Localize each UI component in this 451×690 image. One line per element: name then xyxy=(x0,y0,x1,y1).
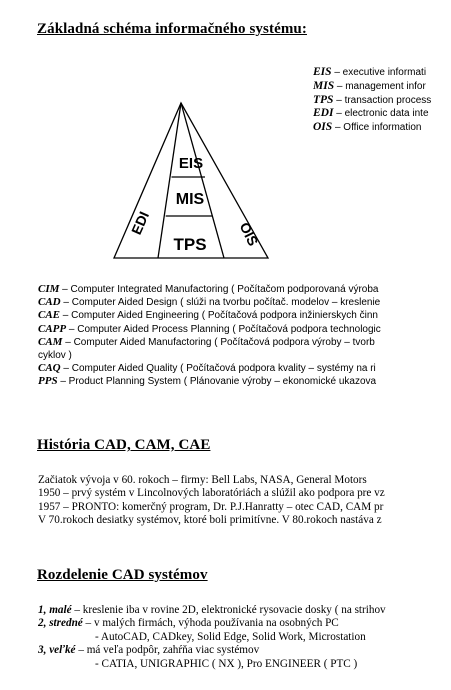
definition-cam: CAM – Computer Aided Manufactoring ( Počítačová podpora výroby – tvorb xyxy=(38,335,375,348)
pyramid-label-edi: EDI xyxy=(127,209,153,237)
abbreviation-definitions xyxy=(38,283,451,389)
legend-item-ois: OIS – Office information xyxy=(313,121,422,134)
section-heading-history: História CAD, CAM, CAE xyxy=(37,437,211,453)
legend-item-eis: EIS – executive informati xyxy=(313,66,427,78)
pyramid-label-mis: MIS xyxy=(175,191,205,208)
information-system-pyramid xyxy=(110,100,272,262)
list-item-medium-examples: - AutoCAD, CADkey, Solid Edge, Solid Work, Microstation xyxy=(95,630,366,643)
history-line: 1957 – PRONTO: komerčný program, Dr. P.J.Hanratty – otec CAD, CAM pr xyxy=(38,500,384,513)
list-item-medium-systems: 2, stredné – v malých firmách, výhoda používania na osobných PC xyxy=(38,617,339,630)
definition-cad: CAD – Computer Aided Design ( slúži na tvorbu počítač. modelov – kreslenie xyxy=(38,296,381,309)
list-item-small-systems: 1, malé – kreslenie iba v rovine 2D, elektronické rysovacie dosky ( na strihov xyxy=(38,604,386,616)
history-paragraph xyxy=(38,474,451,528)
definition-capp: CAPP – Computer Aided Process Planning ( Počítačová podpora technologic xyxy=(38,322,381,335)
pyramid-label-ois: OIS xyxy=(236,219,262,249)
list-item-large-systems: 3, veľké – má veľa podpôr, zahŕňa viac systémov xyxy=(38,644,260,657)
history-line: V 70.rokoch desiatky systémov, ktoré boli primitívne. V 80.rokoch nastáva z xyxy=(38,514,382,527)
legend-item-mis: MIS – management infor xyxy=(313,79,426,92)
pyramid-label-eis: EIS xyxy=(178,155,204,172)
definition-cae: CAE – Computer Aided Engineering ( Počítačová podpora inžinierskych činn xyxy=(38,309,378,322)
definition-cim: CIM – Computer Integrated Manufactoring ( Počítačom podporovaná výroba xyxy=(38,283,379,295)
cad-division-list xyxy=(38,604,451,671)
list-item-large-examples: - CATIA, UNIGRAPHIC ( NX ), Pro ENGINEER ( PTC ) xyxy=(95,657,358,670)
definition-pps: PPS – Product Planning System ( Plánovanie výroby – ekonomické ukazova xyxy=(38,375,377,388)
pyramid-label-tps: TPS xyxy=(173,235,207,254)
legend-item-edi: EDI – electronic data inte xyxy=(313,107,429,120)
history-line: 1950 – prvý systém v Lincolnových laboratóriách a slúžil ako podpora pre vz xyxy=(38,487,385,500)
history-line: Začiatok vývoja v 60. rokoch – firmy: Bell Labs, NASA, General Motors xyxy=(38,474,367,486)
definition-cam-continuation: cyklov ) xyxy=(38,350,72,362)
definition-caq: CAQ – Computer Aided Quality ( Počítačová podpora kvality – systémy na ri xyxy=(38,362,376,375)
section-heading-basic-schema: Základná schéma informačného systému: xyxy=(37,21,307,37)
section-heading-cad-division: Rozdelenie CAD systémov xyxy=(37,567,208,583)
system-legend xyxy=(313,66,451,135)
legend-item-tps: TPS – transaction process xyxy=(313,93,432,106)
